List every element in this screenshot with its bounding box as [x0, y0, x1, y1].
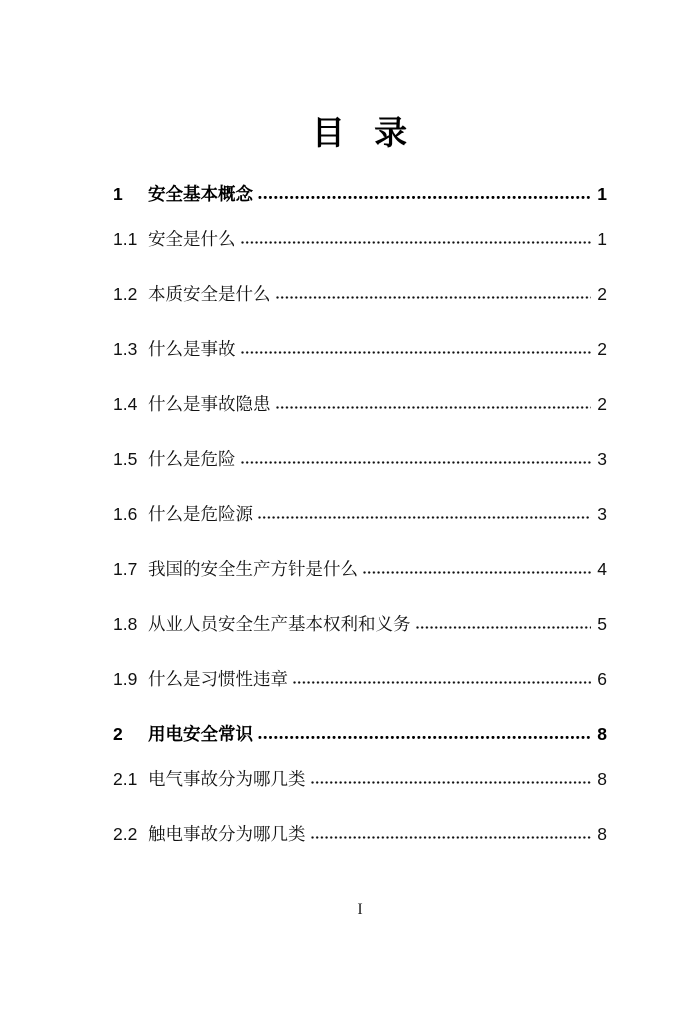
toc-entry[interactable]	[113, 669, 607, 690]
toc-entry-title: 从业人员安全生产基本权利和义务	[148, 614, 411, 634]
toc-entry[interactable]	[113, 449, 607, 470]
toc-entry-page: 3	[597, 504, 607, 524]
toc-entry-page: 1	[597, 229, 607, 249]
page-title: 目 录	[311, 114, 409, 151]
toc-entry-number: 2.1	[113, 769, 138, 789]
toc-entry-page: 6	[597, 669, 607, 689]
toc-entry[interactable]	[113, 339, 607, 360]
toc-entry-title: 什么是危险源	[148, 504, 253, 524]
toc-entry[interactable]	[113, 614, 607, 635]
toc-entry-page: 3	[597, 449, 607, 469]
toc-list	[113, 184, 607, 845]
toc-entry-number: 1.1	[113, 229, 138, 249]
toc-entry-title: 用电安全常识	[148, 724, 253, 744]
toc-entry-number: 2	[113, 724, 123, 744]
footer-page-number: I	[357, 901, 363, 918]
toc-entry[interactable]	[113, 504, 607, 525]
toc-entry-page: 8	[597, 724, 607, 744]
toc-entry-title: 什么是习惯性违章	[148, 669, 288, 689]
toc-entry-page: 8	[597, 769, 607, 789]
dot-leader	[276, 405, 592, 410]
toc-entry[interactable]	[113, 284, 607, 305]
dot-leader	[293, 680, 591, 685]
toc-entry-page: 1	[597, 184, 607, 204]
dot-leader	[241, 350, 592, 355]
toc-entry[interactable]	[113, 394, 607, 415]
toc-entry[interactable]	[113, 724, 607, 745]
toc-entry[interactable]	[113, 769, 607, 790]
toc-entry-number: 1.2	[113, 284, 138, 304]
toc-entry-page: 4	[597, 559, 607, 579]
toc-entry[interactable]	[113, 184, 607, 205]
dot-leader	[258, 515, 591, 520]
toc-entry-page: 2	[597, 284, 607, 304]
toc-entry-number: 2.2	[113, 824, 138, 844]
dot-leader	[311, 835, 592, 840]
toc-entry-title: 安全基本概念	[148, 184, 253, 204]
dot-leader	[241, 240, 592, 245]
toc-entry-title: 电气事故分为哪几类	[148, 769, 306, 789]
toc-entry-number: 1.8	[113, 614, 138, 634]
toc-entry-number: 1.9	[113, 669, 138, 689]
toc-entry-title: 什么是事故隐患	[148, 394, 271, 414]
dot-leader	[363, 570, 591, 575]
toc-entry[interactable]	[113, 559, 607, 580]
dot-leader	[311, 780, 592, 785]
dot-leader	[241, 460, 592, 465]
toc-entry-title: 安全是什么	[148, 229, 236, 249]
dot-leader	[416, 625, 592, 630]
toc-entry-title: 本质安全是什么	[148, 284, 271, 304]
dot-leader	[258, 735, 591, 740]
toc-entry-page: 2	[597, 339, 607, 359]
toc-entry-number: 1.6	[113, 504, 138, 524]
toc-entry-page: 5	[597, 614, 607, 634]
toc-entry-number: 1.5	[113, 449, 138, 469]
dot-leader	[258, 195, 591, 200]
toc-entry[interactable]	[113, 229, 607, 250]
toc-entry-title: 我国的安全生产方针是什么	[148, 559, 358, 579]
toc-entry[interactable]	[113, 824, 607, 845]
toc-entry-number: 1.3	[113, 339, 138, 359]
toc-entry-number: 1.4	[113, 394, 138, 414]
toc-entry-title: 触电事故分为哪几类	[148, 824, 306, 844]
toc-entry-page: 2	[597, 394, 607, 414]
dot-leader	[276, 295, 592, 300]
toc-entry-title: 什么是危险	[148, 449, 236, 469]
toc-entry-page: 8	[597, 824, 607, 844]
toc-entry-number: 1.7	[113, 559, 138, 579]
toc-entry-title: 什么是事故	[148, 339, 236, 359]
toc-entry-number: 1	[113, 184, 123, 204]
